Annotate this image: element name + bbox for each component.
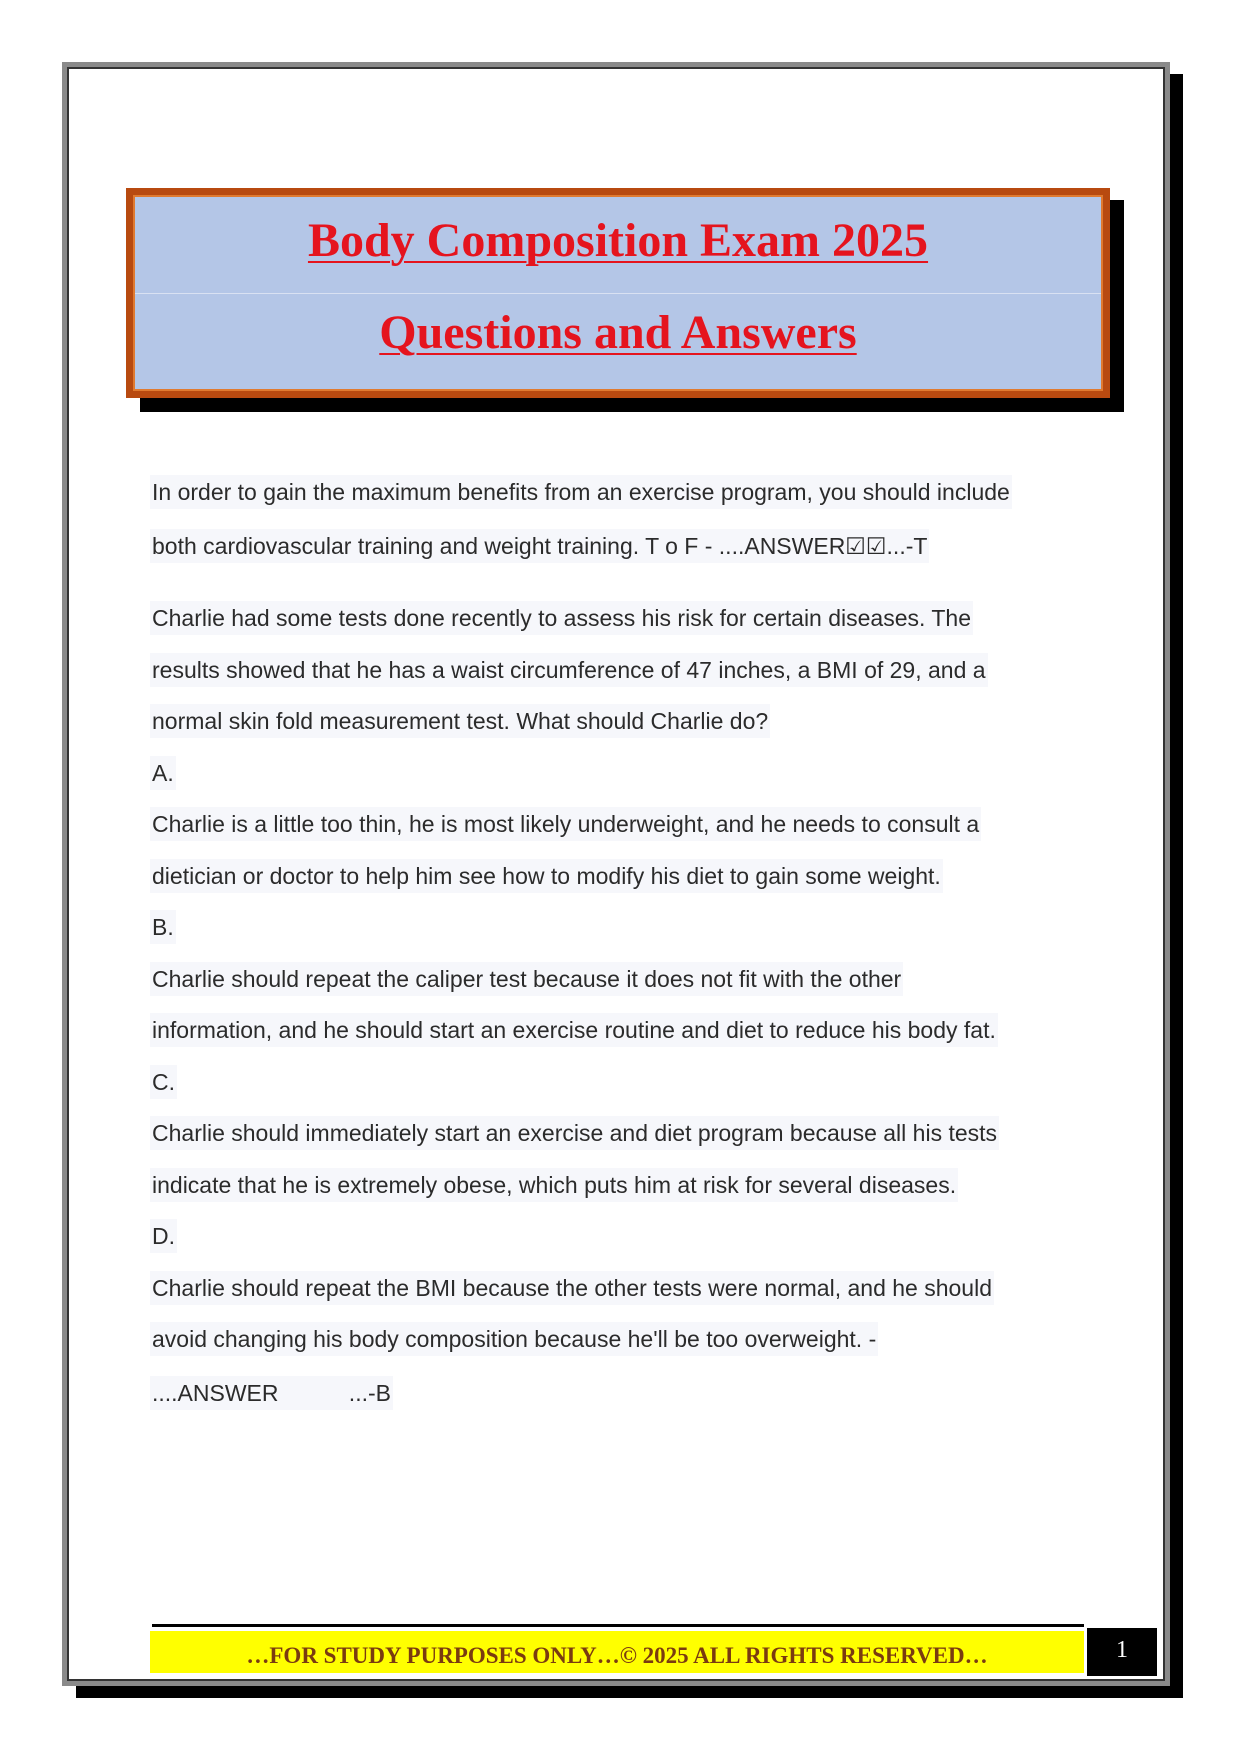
page-number: 1 [1087, 1628, 1157, 1676]
option-b-line-2: information, and he should start an exercise routine and diet to reduce his body fat. [150, 1013, 998, 1047]
option-d-line-2: avoid changing his body composition because he'll be too overweight. - [150, 1322, 878, 1356]
option-a-label: A. [150, 756, 176, 790]
option-a-line-1: Charlie is a little too thin, he is most likely underweight, and he needs to consult a [150, 807, 981, 841]
option-d-label: D. [150, 1219, 177, 1253]
option-b-line-1: Charlie should repeat the caliper test because it does not fit with the other [150, 962, 903, 996]
option-c-line-2: indicate that he is extremely obese, which puts him at risk for several diseases. [150, 1168, 958, 1202]
option-b-label: B. [150, 910, 176, 944]
option-c-line-1: Charlie should immediately start an exercise and diet program because all his tests [150, 1116, 999, 1150]
question-2-line-1: Charlie had some tests done recently to assess his risk for certain diseases. The [150, 601, 973, 635]
title-divider [135, 293, 1101, 294]
question-1-line-2: both cardiovascular training and weight training. T o F - ....ANSWER☑☑...-T [150, 529, 929, 563]
question-1-line-1: In order to gain the maximum benefits from an exercise program, you should include [150, 475, 1012, 509]
answer-line: ....ANSWER ...-B [150, 1376, 393, 1410]
footer-rule [152, 1624, 1084, 1627]
title-box [126, 188, 1110, 398]
footer-banner: …FOR STUDY PURPOSES ONLY…© 2025 ALL RIGHTS RESERVED… [150, 1631, 1084, 1673]
option-c-label: C. [150, 1065, 177, 1099]
title-line-1: Body Composition Exam 2025 [307, 214, 929, 267]
option-a-line-2: dietician or doctor to help him see how to modify his diet to gain some weight. [150, 859, 943, 893]
question-2-line-2: results showed that he has a waist circumference of 47 inches, a BMI of 29, and a [150, 653, 988, 687]
question-2-line-3: normal skin fold measurement test. What should Charlie do? [150, 704, 770, 738]
title-line-2: Questions and Answers [379, 306, 857, 359]
option-d-line-1: Charlie should repeat the BMI because the other tests were normal, and he should [150, 1271, 994, 1305]
